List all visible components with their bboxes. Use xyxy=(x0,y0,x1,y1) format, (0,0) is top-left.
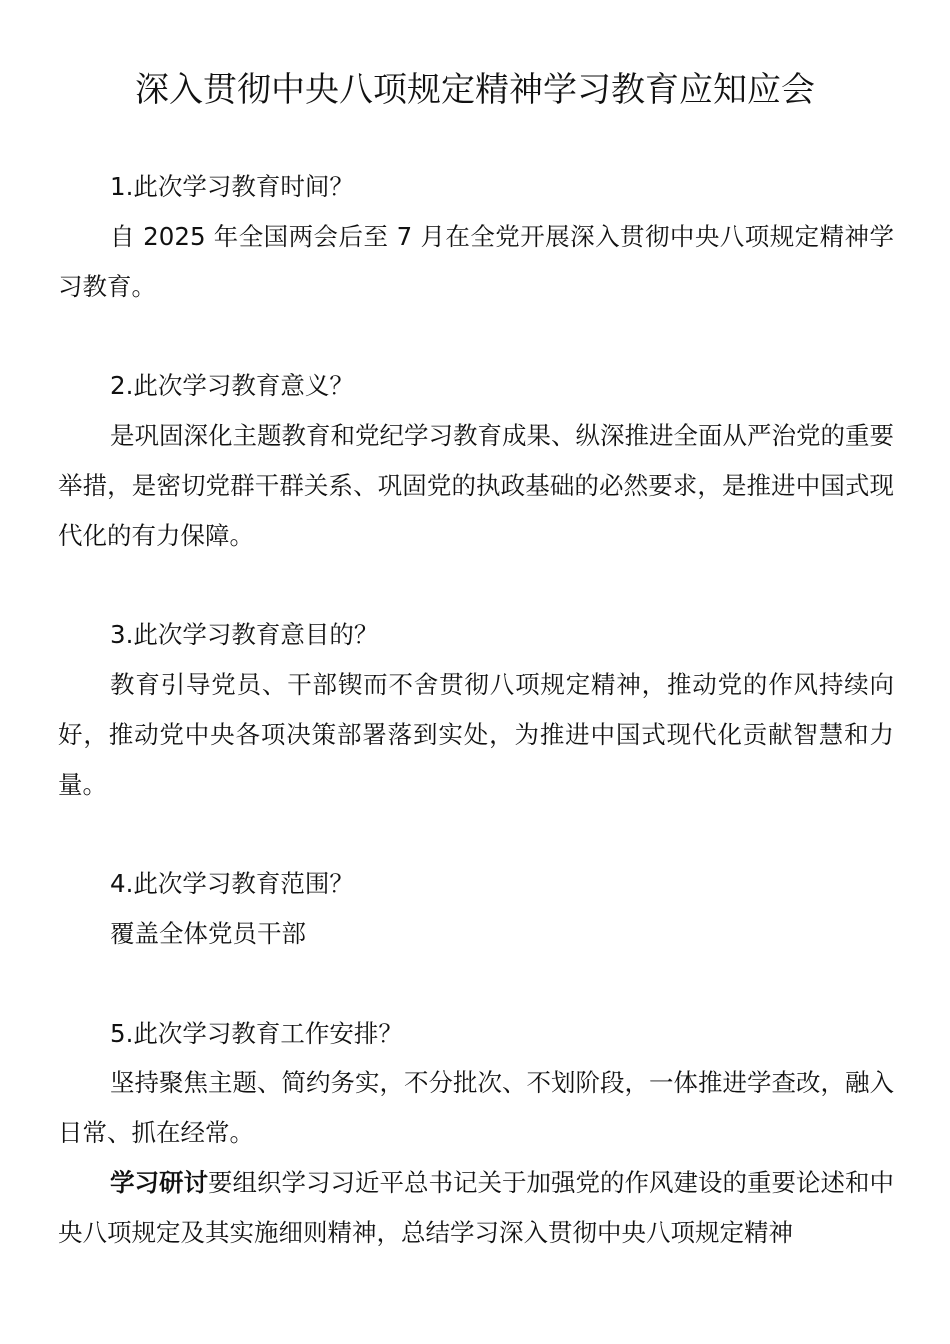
document-title: 深入贯彻中央八项规定精神学习教育应知应会 xyxy=(135,70,815,110)
question-3: 3.此次学习教育意目的？ xyxy=(110,620,379,650)
question-1: 1.此次学习教育时间？ xyxy=(110,172,354,201)
study-discussion-lead: 学习研讨 xyxy=(110,1167,208,1197)
answer-5: 坚持聚焦主题、简约务实，不分批次、不划阶段，一体推进学查改，融入日常、抓在经常。 xyxy=(58,1068,894,1148)
answer-2: 是巩固深化主题教育和党纪学习教育成果、纵深推进全面从严治党的重要举措，是密切党群干群关系、巩固党的执政基础的必然要求，是推进中国式现代化的有力保障。 xyxy=(58,420,894,550)
paragraph-gap xyxy=(58,560,894,610)
study-discussion-paragraph xyxy=(58,1158,894,1258)
answer-4: 覆盖全体党员干部 xyxy=(110,918,306,948)
document-body xyxy=(58,162,894,1258)
paragraph-gap xyxy=(58,311,894,361)
paragraph-gap xyxy=(58,959,894,1009)
study-discussion-text: 要组织学习习近平总书记关于加强党的作风建设的重要论述和中央八项规定及其实施细则精神，总结学习深入贯彻中央八项规定精神 xyxy=(58,1167,894,1247)
paragraph-gap xyxy=(58,809,894,859)
question-4: 4.此次学习教育范围？ xyxy=(110,869,354,899)
question-5: 5.此次学习教育工作安排？ xyxy=(110,1018,403,1048)
question-2: 2.此次学习教育意义？ xyxy=(110,371,354,401)
answer-3: 教育引导党员、干部锲而不舍贯彻八项规定精神，推动党的作风持续向好，推动党中央各项决策部署落到实处，为推进中国式现代化贡献智慧和力量。 xyxy=(58,669,894,799)
answer-1: 自 2025 年全国两会后至 7 月在全党开展深入贯彻中央八项规定精神学习教育。 xyxy=(58,221,894,301)
